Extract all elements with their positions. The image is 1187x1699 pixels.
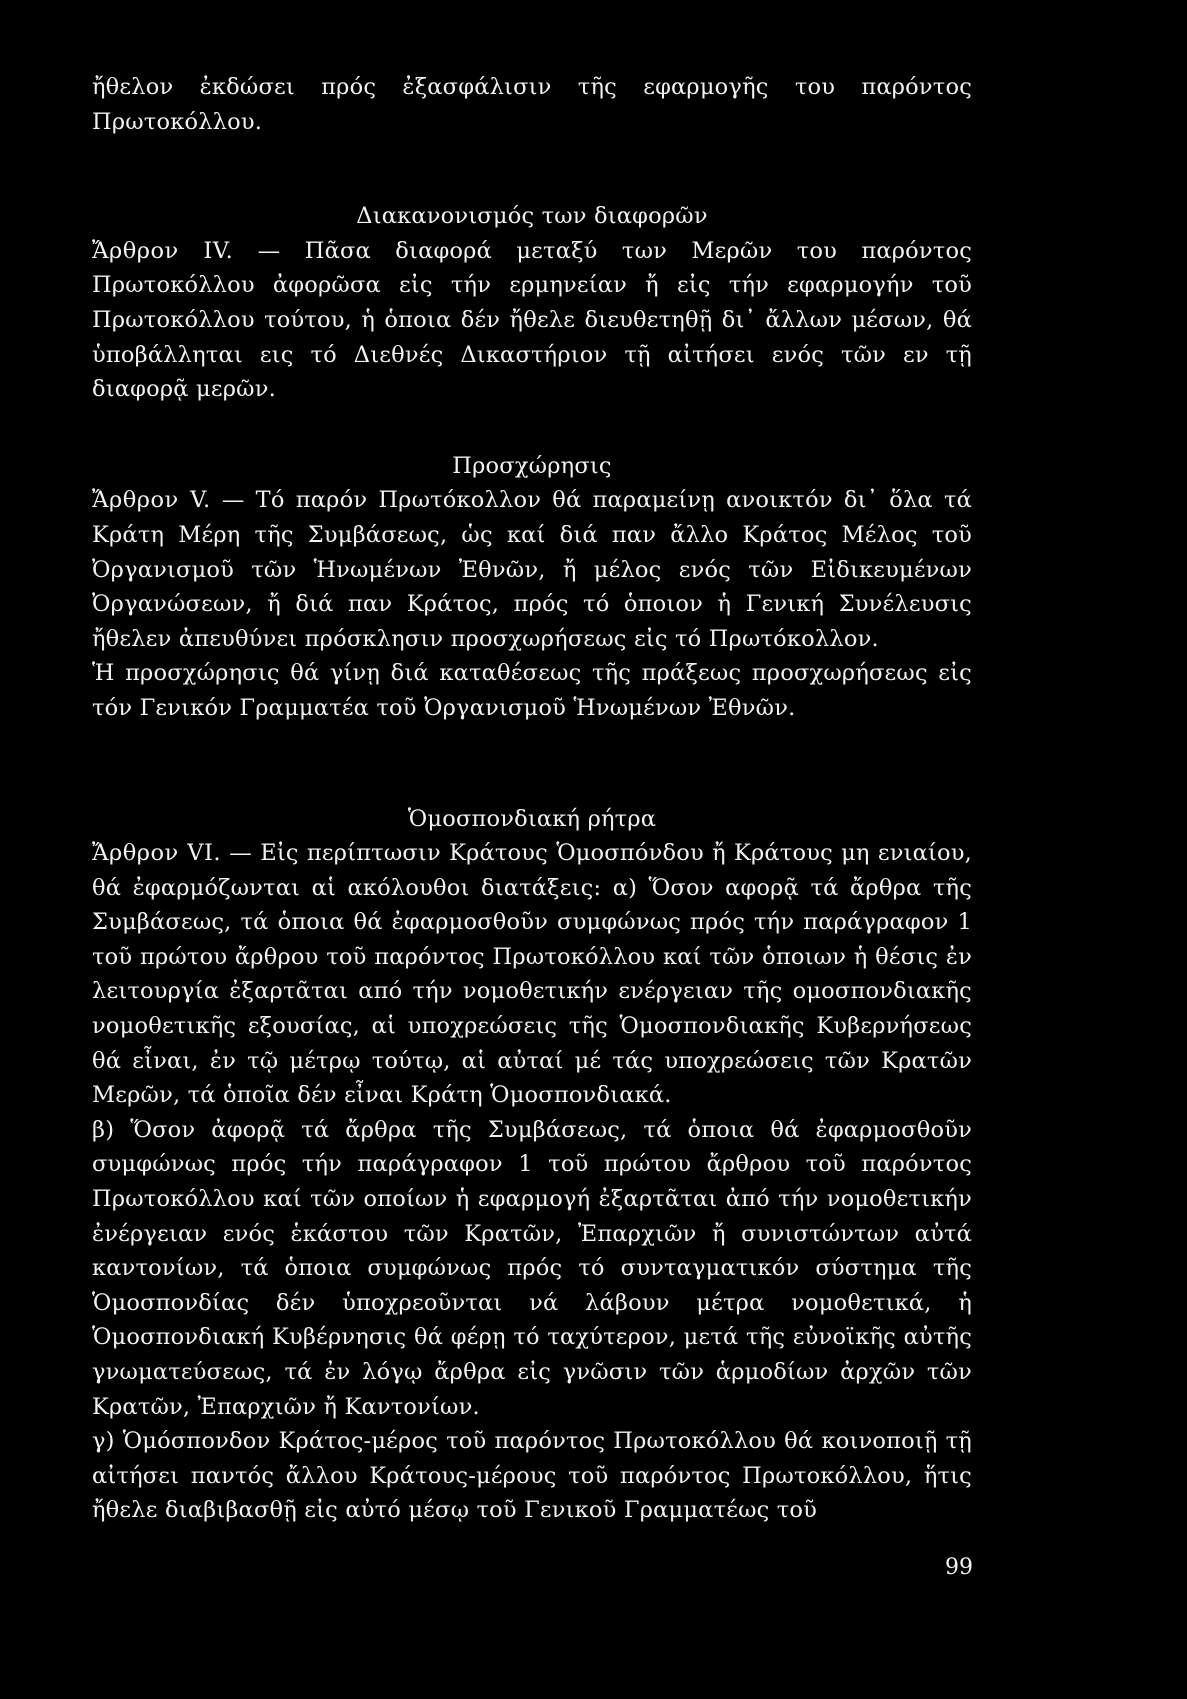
article-v-paragraph (92, 483, 972, 656)
article-iv-paragraph (92, 234, 972, 407)
section-heading-federal-clause: Ὁμοσπονδιακή ρήτρα (407, 805, 657, 832)
article-v-label: Ἄρθρον V. (92, 487, 211, 514)
article-vi-label: Ἄρθρον VI. (92, 840, 222, 867)
intro-paragraph: ἤθελον ἐκδώσει πρός ἐξασφάλισιν τῆς εφαρμογῆς του παρόντος Πρωτοκόλλου. (92, 74, 972, 135)
article-iv-text: — Πᾶσα διαφορά μεταξύ των Μερῶν του παρόντος Πρωτοκόλλου ἀφορῶσα εἰς τήν ερμηνείαν ἤ εἰς τήν εφαρμογήν τοῦ Πρωτοκόλλου τούτου, ἡ ὁποια δέν ἤθελε διευθετηθῇ δι᾽ ἄλλων μέσων, θά ὑποβάλληται εις τό Διεθνές Δικαστήριον τῇ αἰτήσει ενός τῶν εν τῇ διαφορᾷ μερῶν. (92, 237, 972, 403)
article-v-text: — Τό παρόν Πρωτόκολλον θά παραμείνῃ ανοικτόν δι᾽ ὅλα τά Κράτη Μέρη τῆς Συμβάσεως, ὡς καί διά παν ἄλλο Κράτος Μέλος τοῦ Ὀργανισμοῦ τῶν Ἡνωμένων Ἐθνῶν, ἤ μέλος ενός τῶν Εἰδικευμένων Ὀργανώσεων, ἤ διά παν Κράτος, πρός τό ὁποιον ἡ Γενική Συνέλευσις ἤθελεν ἀπευθύνει πρόσκλησιν προσχωρήσεως εἰς τό Πρωτόκολλον. (92, 487, 972, 652)
article-iv-label: Ἄρθρον IV. (92, 237, 234, 264)
article-vi-text: — Εἰς περίπτωσιν Κράτους Ὁμοσπόνδου ἤ Κράτους μη ενιαίου, θά ἐφαρμόζωνται αἱ ακόλουθοι διατάξεις: α) Ὅσον αφορᾷ τά ἄρθρα τῆς Συμβάσεως, τά ὁποια θά ἐφαρμοσθοῦν συμφώνως πρός τήν παράγραφον 1 τοῦ πρώτου ἄρθρου τοῦ παρόντος Πρωτοκόλλου καί τῶν ὁποιων ἡ θέσις ἐν λειτουργία ἐξαρτᾶται από τήν νομοθετικήν ενέργειαν τῆς ομοσπονδιακῆς νομοθετικῆς εξουσίας, αἱ υποχρεώσεις τῆς Ὁμοσπονδιακῆς Κυβερνήσεως θά εἶναι, ἐν τῷ μέτρῳ τούτῳ, αἱ αὐταί μέ τάς υποχρεώσεις τῶν Κρατῶν Μερῶν, τά ὁποῖα δέν εἶναι Κράτη Ὁμοσπονδιακά. (92, 840, 972, 1109)
article-vi-paragraph-b: β) Ὅσον ἀφορᾷ τά ἄρθρα τῆς Συμβάσεως, τά ὁποια θά ἐφαρμοσθοῦν συμφώνως πρός τήν παράγραφον 1 τοῦ πρώτου ἄρθρου τοῦ παρόντος Πρωτοκόλλου καί τῶν οποίων ἡ εφαρμογή ἐξαρτᾶται ἀπό τήν νομοθετικήν ἐνέργειαν ενός ἑκάστου τῶν Κρατῶν, Ἐπαρχιῶν ἤ συνιστώντων αὐτά καντονίων, τά ὁποια συμφώνως πρός τό συνταγματικόν σύστημα τῆς Ὁμοσπονδίας δέν ὑποχρεοῦνται νά λάβουν μέτρα νομοθετικά, ἡ Ὁμοσπονδιακή Κυβέρνησις θά φέρῃ τό ταχύτερον, μετά τῆς εὐνοϊκῆς αὐτῆς γνωματεύσεως, τά ἐν λόγῳ ἄρθρα εἰς γνῶσιν τῶν ἁρμοδίων ἀρχῶν τῶν Κρατῶν, Ἐπαρχιῶν ἤ Καντονίων. (92, 1116, 972, 1420)
section-heading-dispute-settlement: Διακανονισμός των διαφορῶν (356, 203, 708, 230)
section-heading-accession: Προσχώρησις (452, 452, 612, 479)
document-page (92, 70, 972, 1528)
article-vi-paragraph-c: γ) Ὁμόσπονδον Κράτος-μέρος τοῦ παρόντος Πρωτοκόλλου θά κοινοποιῇ τῇ αἰτήσει παντός ἄλλου Κράτους-μέρους τοῦ παρόντος Πρωτοκόλλου, ἥτις ἤθελε διαβιβασθῇ εἰς αὐτό μέσῳ τοῦ Γενικοῦ Γραμματέως τοῦ (92, 1428, 972, 1524)
article-vi-paragraph (92, 836, 972, 1113)
page-number: 99 (945, 1555, 973, 1580)
article-v-paragraph-2: Ἡ προσχώρησις θά γίνῃ διά καταθέσεως τῆς πράξεως προσχωρήσεως εἰς τόν Γενικόν Γραμματέα τοῦ Ὀργανισμοῦ Ἡνωμένων Ἐθνῶν. (92, 660, 972, 721)
